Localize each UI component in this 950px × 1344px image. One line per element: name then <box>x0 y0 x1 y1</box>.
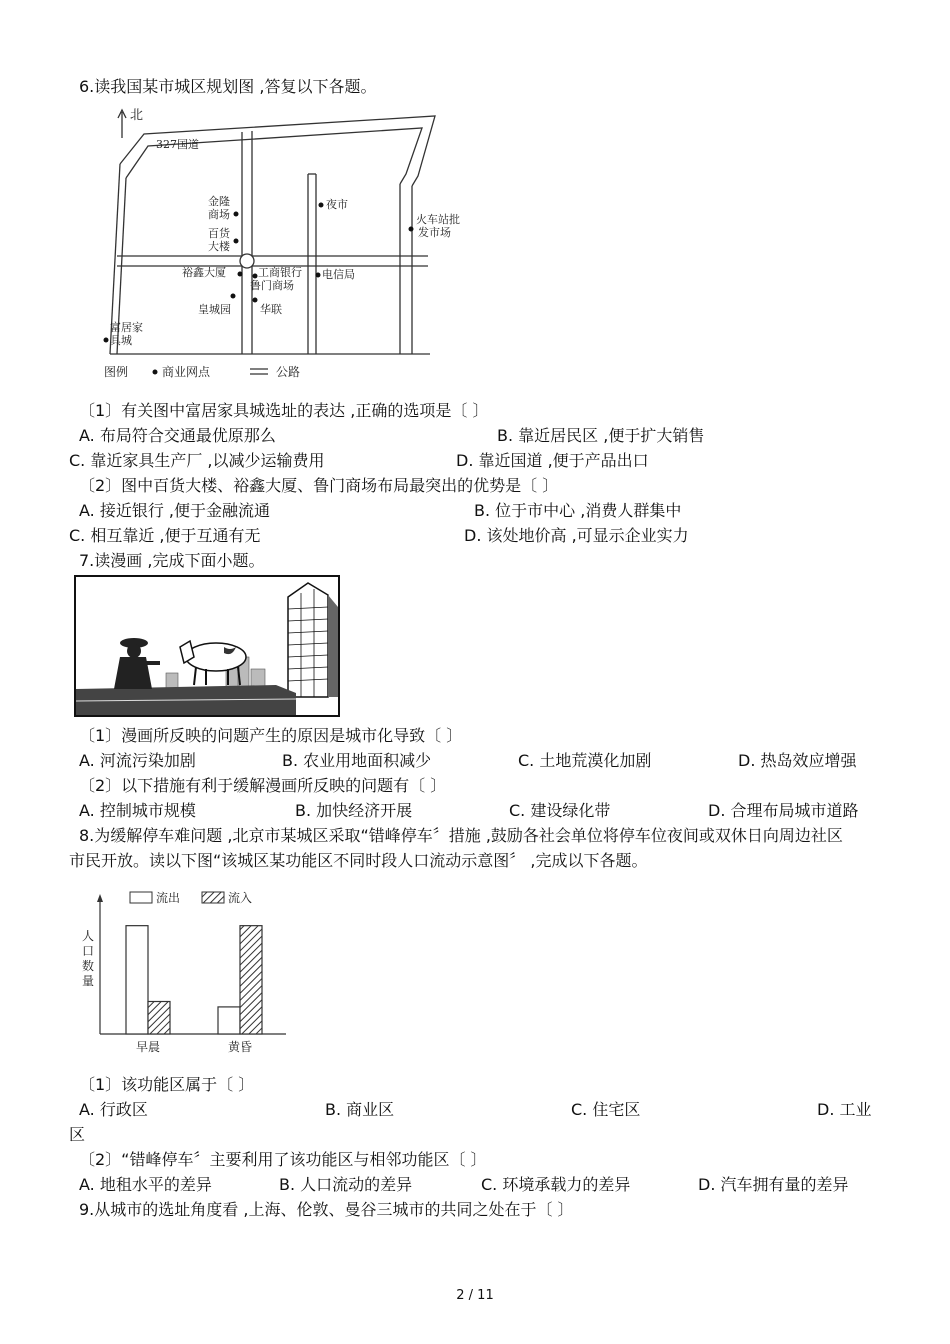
page-number: 2 / 11 <box>456 1288 494 1303</box>
baihuo-label-2: 大楼 <box>208 240 230 253</box>
gonghang-label-2: 鲁门商场 <box>250 279 294 292</box>
y-axis-label-char: 量 <box>81 974 95 988</box>
y-axis-label-char: 口 <box>81 944 95 958</box>
dianxin-label: 电信局 <box>322 268 355 281</box>
huoche-label-1: 火车站批 <box>416 213 460 226</box>
q7-sub1-option-c: C. 土地荒漠化加剧 <box>518 751 652 770</box>
hualian-label: 华联 <box>260 303 282 316</box>
q8-sub1-option-b: B. 商业区 <box>325 1100 395 1119</box>
legend-swatch-outflow <box>130 892 152 903</box>
baihuo-label-1: 百货 <box>208 227 230 240</box>
q7-sub2-option-b: B. 加快经济开展 <box>295 801 413 820</box>
q7-sub2-option-c: C. 建设绿化带 <box>509 801 611 820</box>
q8-sub2-option-c: C. 环境承载力的差异 <box>481 1175 631 1194</box>
city-map-roads <box>100 104 440 390</box>
fuju-label-2: 具城 <box>110 334 132 347</box>
q6-sub2-option-a: A. 接近银行 ,便于金融流通 <box>79 501 271 520</box>
huangcheng-label: 皇城园 <box>198 303 231 316</box>
y-axis-arrow <box>97 894 103 902</box>
jinlong-label-2: 商场 <box>208 208 230 221</box>
q6-sub2-option-c: C. 相互靠近 ,便于互通有无 <box>69 526 261 545</box>
q8-sub1-option-a: A. 行政区 <box>79 1100 148 1119</box>
x-tick-label: 黄昏 <box>227 1040 253 1054</box>
y-axis-label-char: 人 <box>81 929 95 943</box>
legend-point-label: 商业网点 <box>162 365 211 379</box>
cartoon-image <box>74 575 340 717</box>
yexi-label: 夜市 <box>326 198 348 211</box>
q8-stem-line1: 8.为缓解停车难问题 ,北京市某城区采取“错峰停车〞措施 ,鼓励各社会单位将停车位夜间或双休日向周边社区 <box>79 826 843 845</box>
population-flow-chart-svg <box>80 884 290 1054</box>
q7-stem: 7.读漫画 ,完成下面小题。 <box>79 551 265 570</box>
q7-sub1: 〔1〕漫画所反映的问题产生的原因是城市化导致〔 〕 <box>79 726 463 745</box>
q8-sub1-option-d-wrap: 区 <box>69 1125 86 1144</box>
huoche-label-2: 发市场 <box>418 226 451 239</box>
legend-label-outflow: 流出 <box>156 891 181 905</box>
q6-sub2-option-b: B. 位于市中心 ,消费人群集中 <box>474 501 682 520</box>
q6-sub2: 〔2〕图中百货大楼、裕鑫大厦、鲁门商场布局最突出的优势是〔 〕 <box>79 476 559 495</box>
legend-title: 图例 <box>104 365 129 379</box>
x-tick-label: 早晨 <box>135 1040 161 1054</box>
q8-sub1: 〔1〕该功能区属于〔 〕 <box>79 1075 255 1094</box>
legend-road-label: 公路 <box>276 365 301 379</box>
q8-sub2-option-a: A. 地租水平的差异 <box>79 1175 212 1194</box>
q8-stem-line2: 市民开放。读以下图“该城区某功能区不同时段人口流动示意图〞 ,完成以下各题。 <box>69 851 648 870</box>
q6-stem: 6.读我国某市城区规划图 ,答复以下各题。 <box>79 77 377 96</box>
q8-sub2: 〔2〕“错峰停车〞主要利用了该功能区与相邻功能区〔 〕 <box>79 1150 487 1169</box>
fuju-label-1: 富居家 <box>110 321 143 334</box>
highway-label: 327国道 <box>156 138 199 151</box>
q7-sub1-option-b: B. 农业用地面积减少 <box>282 751 432 770</box>
q8-sub2-option-b: B. 人口流动的差异 <box>279 1175 413 1194</box>
cartoon-drawing <box>76 577 340 717</box>
jinlong-label-1: 金隆 <box>208 195 230 208</box>
north-label: 北 <box>130 108 144 123</box>
q6-sub1-option-a: A. 布局符合交通最优原那么 <box>79 426 276 445</box>
bar-evening-inflow <box>240 926 262 1034</box>
yuxin-label: 裕鑫大厦 <box>182 266 226 279</box>
q8-sub2-option-d: D. 汽车拥有量的差异 <box>698 1175 849 1194</box>
q7-sub1-option-d: D. 热岛效应增强 <box>738 751 857 770</box>
q8-sub1-option-d: D. 工业 <box>817 1100 872 1119</box>
bar-evening-outflow <box>218 1007 240 1034</box>
legend-label-inflow: 流入 <box>228 891 253 905</box>
city-map <box>100 104 460 390</box>
y-axis-label-char: 数 <box>81 959 95 973</box>
q7-sub2: 〔2〕以下措施有利于缓解漫画所反映的问题有〔 〕 <box>79 776 447 795</box>
q6-sub2-option-d: D. 该处地价高 ,可显示企业实力 <box>464 526 689 545</box>
bar-morning-inflow <box>148 1002 170 1035</box>
q7-sub2-option-d: D. 合理布局城市道路 <box>708 801 859 820</box>
bar-morning-outflow <box>126 926 148 1034</box>
q7-sub1-option-a: A. 河流污染加剧 <box>79 751 196 770</box>
q6-sub1: 〔1〕有关图中富居家具城选址的表达 ,正确的选项是〔 〕 <box>79 401 489 420</box>
q6-sub1-option-d: D. 靠近国道 ,便于产品出口 <box>456 451 649 470</box>
q7-sub2-option-a: A. 控制城市规模 <box>79 801 196 820</box>
q9-stem: 9.从城市的选址角度看 ,上海、伦敦、曼谷三城市的共同之处在于〔 〕 <box>79 1200 574 1219</box>
population-flow-chart <box>80 884 290 1054</box>
gonghang-label-1: 工商银行 <box>258 266 302 279</box>
q8-sub1-option-c: C. 住宅区 <box>571 1100 641 1119</box>
q6-sub1-option-c: C. 靠近家具生产厂 ,以减少运输费用 <box>69 451 325 470</box>
q6-sub1-option-b: B. 靠近居民区 ,便于扩大销售 <box>497 426 705 445</box>
legend-swatch-inflow <box>202 892 224 903</box>
